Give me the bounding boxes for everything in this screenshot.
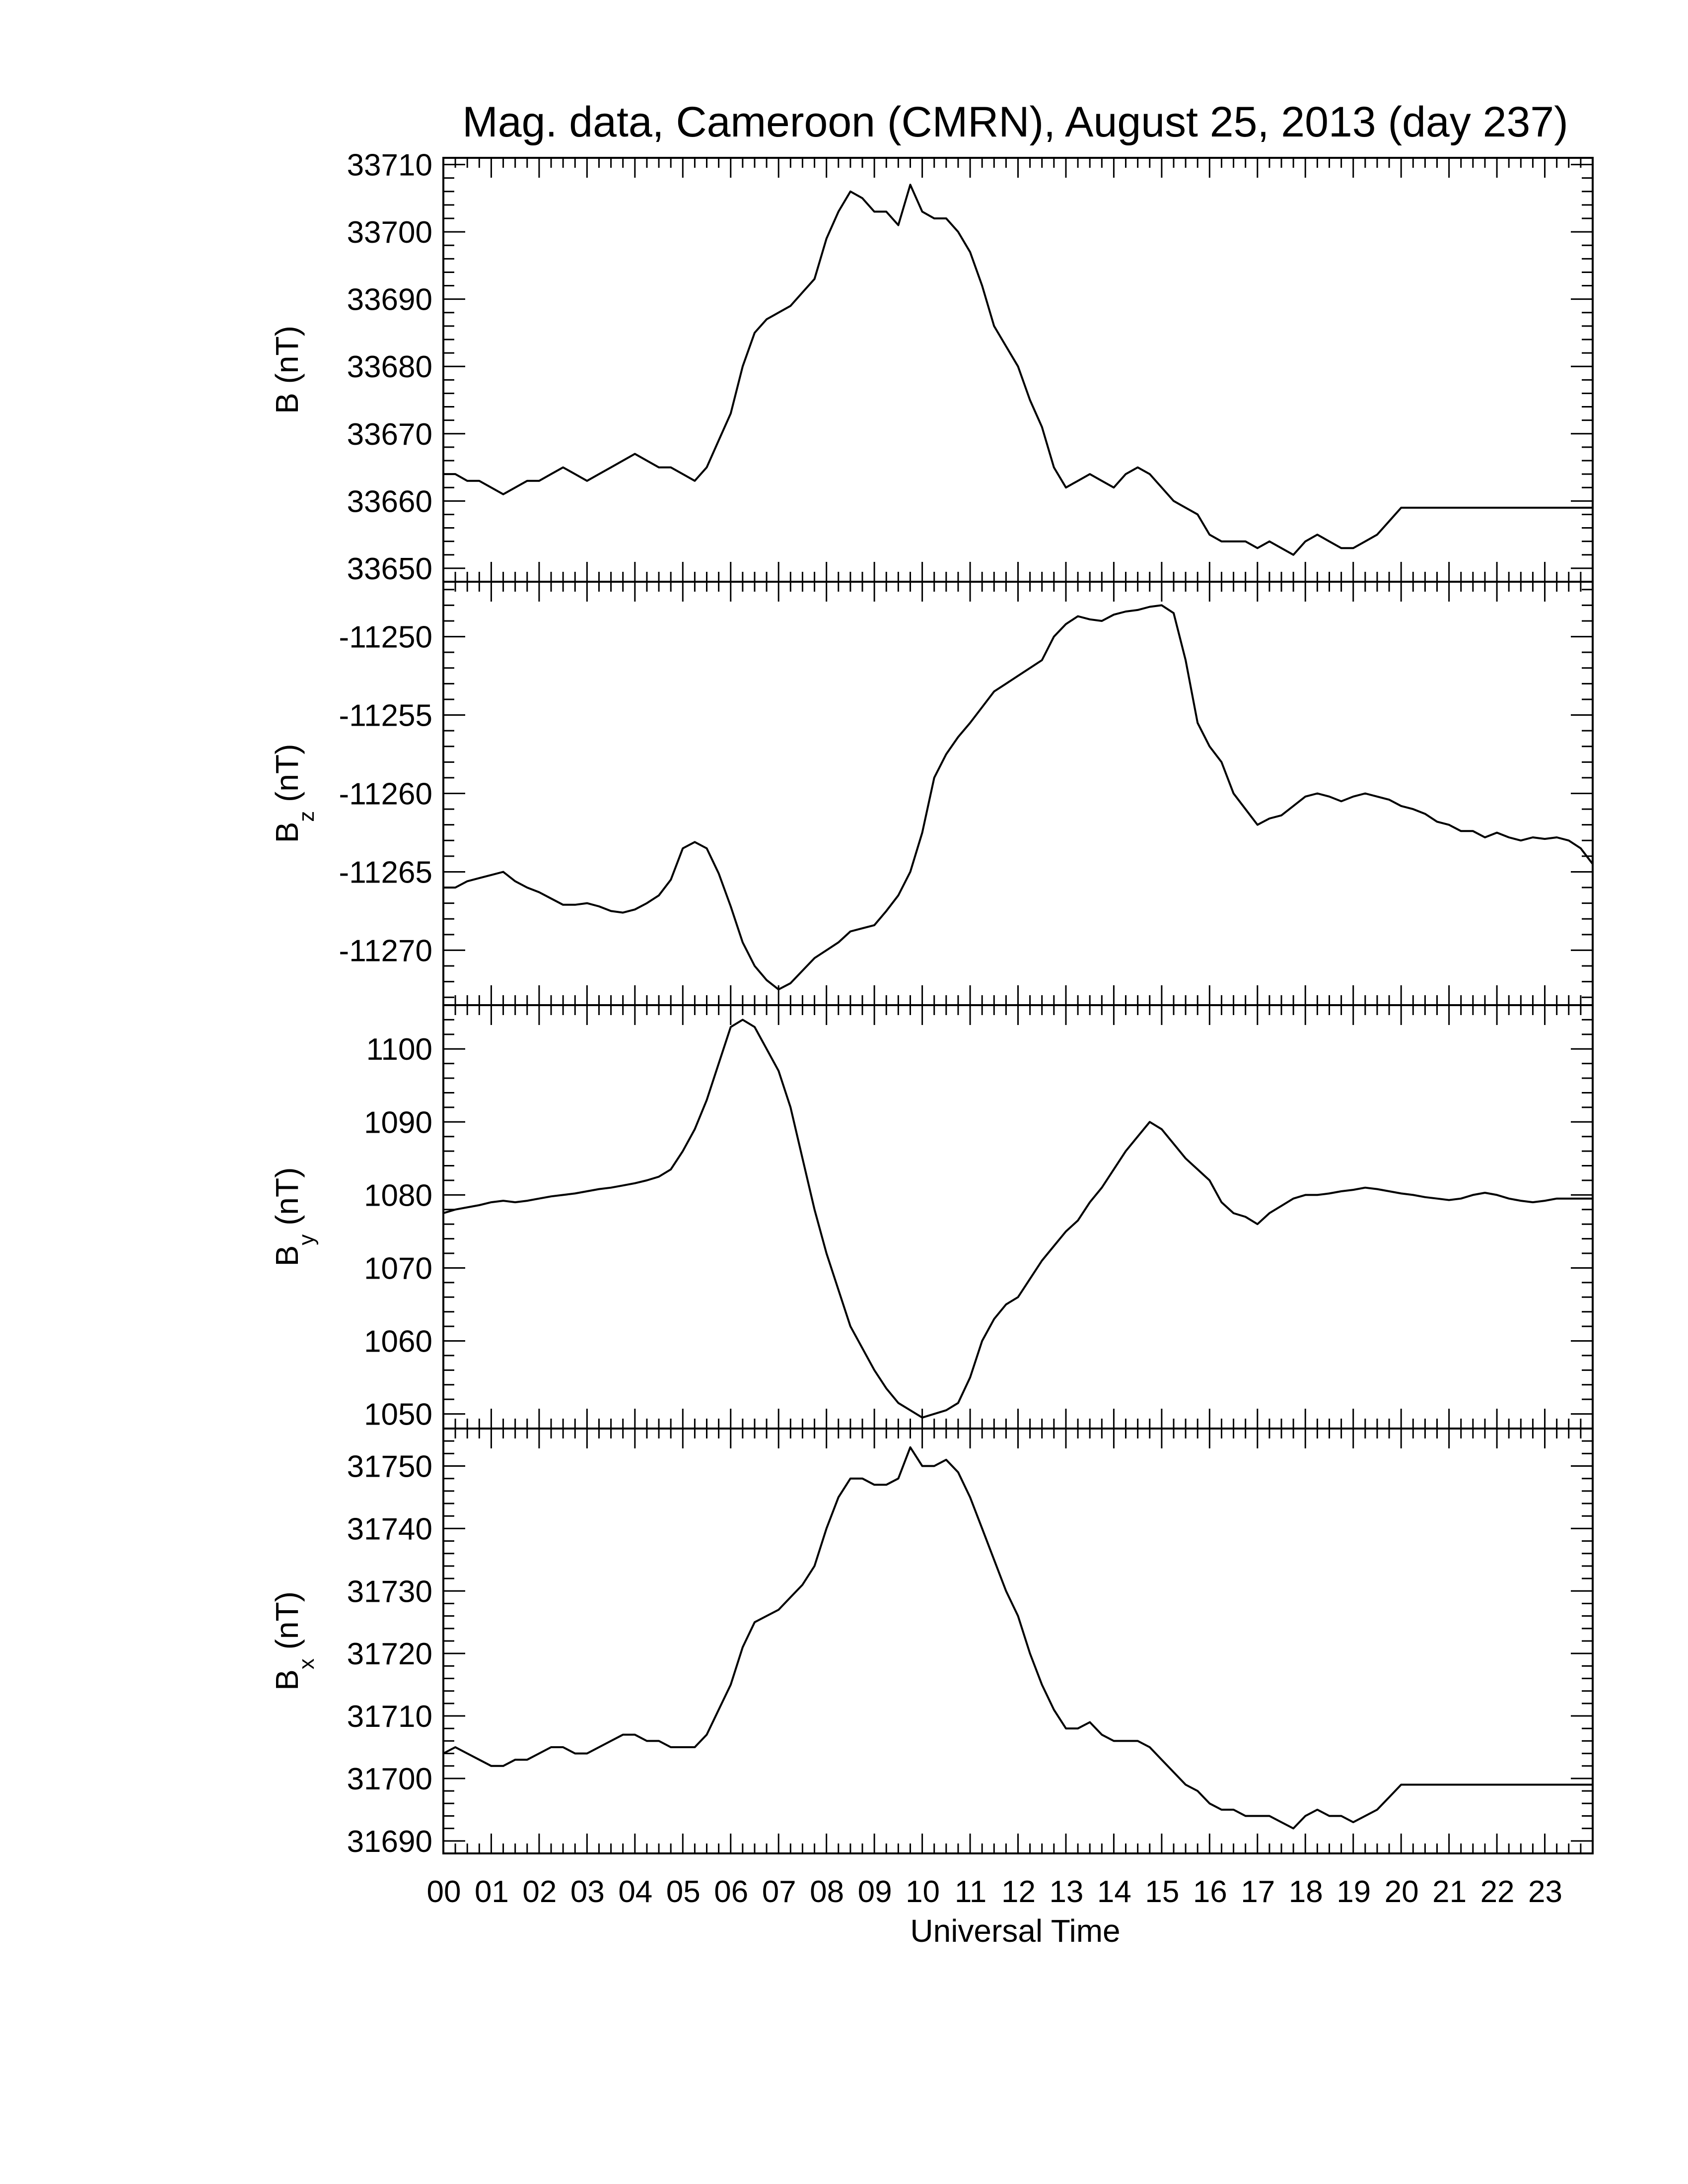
x-tick-label: 10: [906, 1875, 940, 1909]
y-axis-label-main: B: [269, 393, 305, 414]
y-tick-label: 31690: [347, 1824, 432, 1859]
y-tick-label: 1060: [364, 1324, 432, 1359]
x-tick-label: 05: [666, 1875, 701, 1909]
x-tick-label: 04: [618, 1875, 653, 1909]
y-tick-label: 31750: [347, 1449, 432, 1484]
y-tick-label: 1100: [366, 1032, 432, 1067]
x-tick-label: 09: [857, 1875, 892, 1909]
y-axis-label-unit: (nT): [269, 1591, 305, 1659]
x-tick-label: 01: [474, 1875, 509, 1909]
x-tick-label: 18: [1288, 1875, 1323, 1909]
x-tick-label: 21: [1432, 1875, 1467, 1909]
x-tick-label: 16: [1193, 1875, 1227, 1909]
x-tick-label: 08: [810, 1875, 844, 1909]
x-tick-label: 15: [1145, 1875, 1180, 1909]
y-tick-label: 31740: [347, 1512, 432, 1547]
y-axis-label-unit: (nT): [269, 326, 305, 393]
y-tick-label: 33710: [347, 148, 432, 183]
y-tick-label: -11255: [339, 698, 432, 733]
x-tick-label: 14: [1097, 1875, 1131, 1909]
y-tick-label: 31720: [347, 1637, 432, 1672]
y-tick-label: 1070: [364, 1251, 432, 1286]
y-tick-label: 33700: [347, 215, 432, 250]
y-tick-label: -11250: [339, 620, 432, 655]
y-tick-label: 1080: [364, 1178, 432, 1213]
y-axis-label-unit: (nT): [269, 744, 305, 811]
x-tick-label: 23: [1528, 1875, 1562, 1909]
y-tick-label: 33660: [347, 484, 432, 519]
y-tick-label: 1050: [364, 1397, 432, 1432]
x-tick-label: 00: [426, 1875, 461, 1909]
x-tick-label: 22: [1480, 1875, 1515, 1909]
x-tick-label: 20: [1384, 1875, 1419, 1909]
x-tick-label: 03: [570, 1875, 605, 1909]
x-tick-label: 17: [1241, 1875, 1275, 1909]
x-tick-label: 07: [762, 1875, 796, 1909]
y-axis-label-subscript: z: [294, 811, 319, 822]
x-tick-label: 02: [522, 1875, 557, 1909]
x-tick-label: 06: [714, 1875, 749, 1909]
y-tick-label: 33690: [347, 282, 432, 317]
y-axis-label-main: B: [269, 1245, 305, 1267]
y-tick-label: -11260: [339, 777, 432, 812]
y-tick-label: 1090: [364, 1105, 432, 1140]
y-tick-label: 33670: [347, 417, 432, 452]
y-axis-label-main: B: [269, 1669, 305, 1691]
y-axis-label-main: B: [269, 821, 305, 843]
y-axis-label-subscript: x: [294, 1658, 319, 1670]
y-axis-label: [269, 326, 305, 414]
x-axis-label: Universal Time: [910, 1913, 1121, 1949]
y-tick-label: 33680: [347, 350, 432, 385]
x-tick-label: 12: [1001, 1875, 1036, 1909]
y-tick-label: 31730: [347, 1574, 432, 1609]
x-tick-label: 19: [1336, 1875, 1371, 1909]
y-tick-label: 33650: [347, 551, 432, 586]
y-tick-label: -11270: [339, 934, 432, 968]
y-axis-label-unit: (nT): [269, 1167, 305, 1234]
figure-title: Mag. data, Cameroon (CMRN), August 25, 2013 (day 237): [462, 98, 1568, 146]
y-tick-label: -11265: [339, 855, 432, 890]
y-axis-label-subscript: y: [294, 1234, 319, 1245]
y-tick-label: 31700: [347, 1762, 432, 1796]
x-tick-label: 11: [954, 1875, 987, 1909]
y-tick-label: 31710: [347, 1700, 432, 1734]
x-tick-label: 13: [1049, 1875, 1084, 1909]
